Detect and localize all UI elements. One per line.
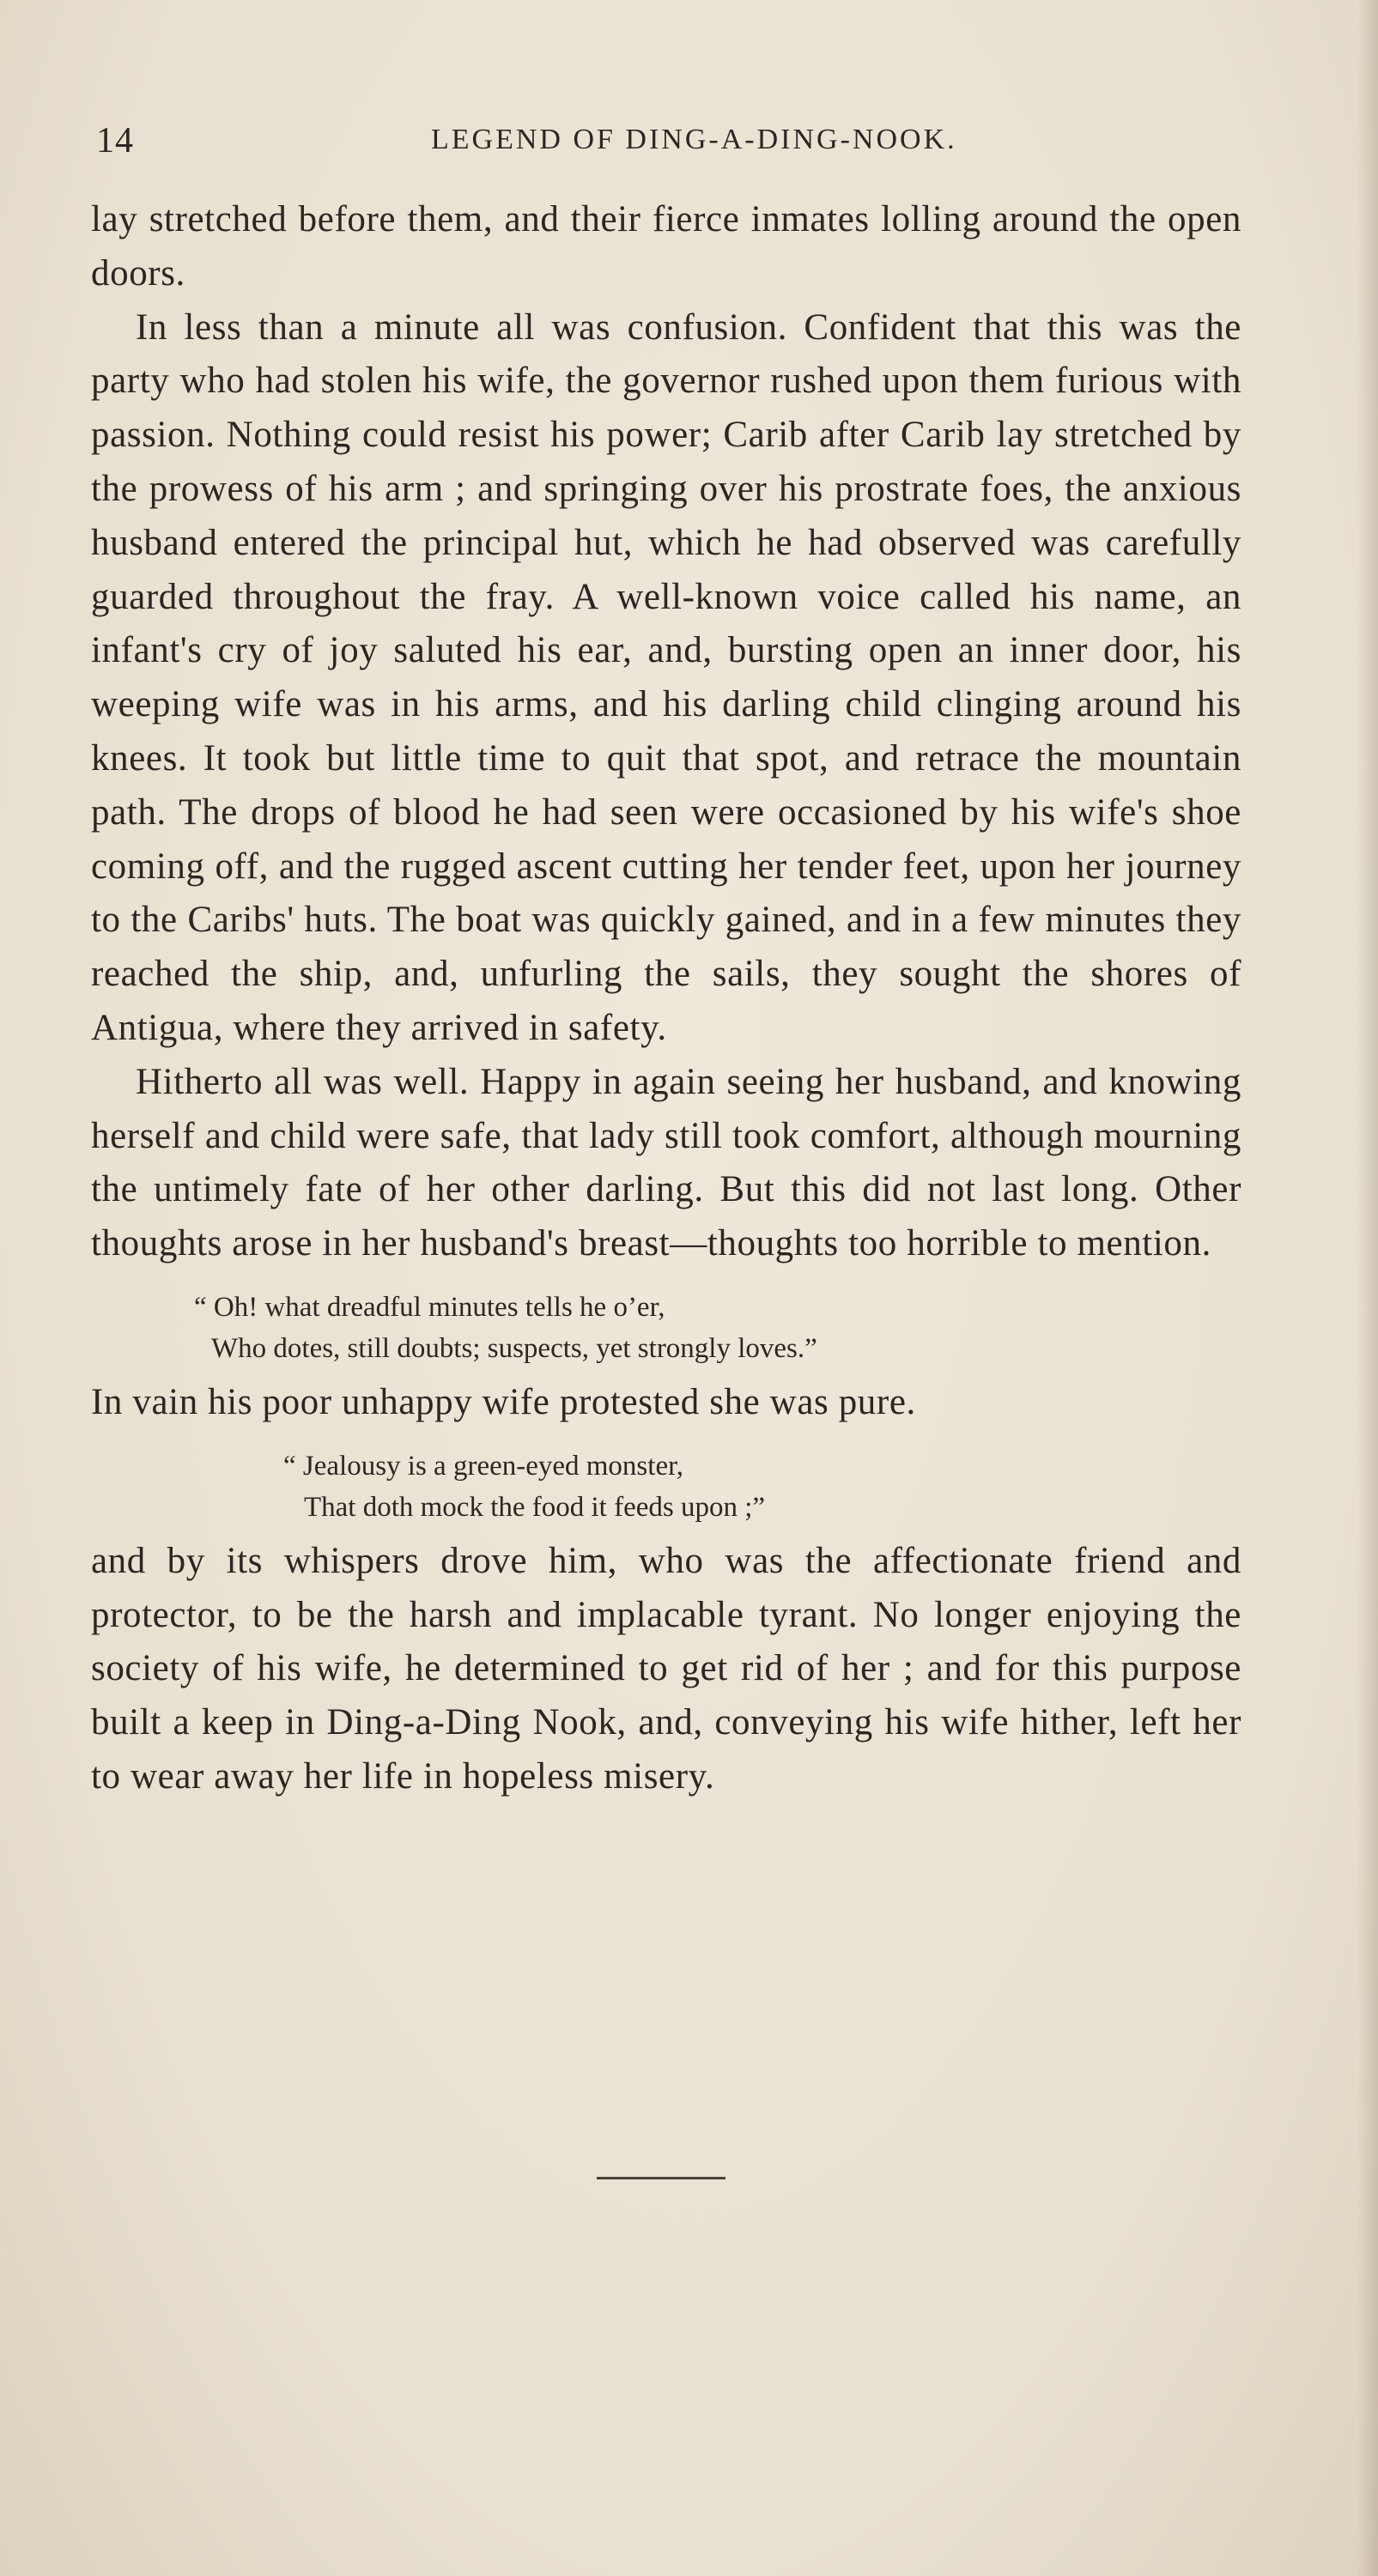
paragraph-confusion: In less than a minute all was confusion. Confident that this was the party who had stolen his wife, the governor rushed upon them furious with passion. Nothing could resist his power; Carib after Carib lay stretched by the prowess of his arm ; and springing over his prostrate foes, the anxious husband entered the principal hut, which he had observed was carefully guarded throughout the fray. A well-known voice called his name, an infant's cry of joy saluted his ear, and, bursting open an inner door, his weeping wife was in his arms, and his darling child clinging around his knees. It took but little time to quit that spot, and retrace the mountain path. The drops of blood he had seen were occasioned by his wife's shoe coming off, and the rugged ascent cutting her tender feet, upon her journey to the Caribs' huts. The boat was quickly gained, and in a few minutes they reached the ship, and, unfurling the sails, they sought the shores of Antigua, where they arrived in safety. xyxy=(91,306,1241,1048)
verse-line: That doth mock the food it feeds upon ;” xyxy=(304,1491,766,1523)
paragraph-whispers: and by its whispers drove him, who was the affectionate friend and protector, to be the harsh and implacable tyrant. No longer enjoying the society of his wife, he determined to get rid of her ; and for this purpose built a keep in Ding-a-Ding Nook, and, conveying his wife hither, left her to wear away her life in hopeless misery. xyxy=(91,1540,1241,1797)
body-text xyxy=(91,193,1241,1804)
section-end-rule xyxy=(597,2177,725,2179)
paragraph-in-vain: In vain his poor unhappy wife protested she was pure. xyxy=(91,1381,916,1422)
page-edge-shadow xyxy=(1357,0,1378,2576)
page-number: 14 xyxy=(96,121,134,161)
verse-line: “ Oh! what dreadful minutes tells he o’er, xyxy=(194,1291,665,1323)
verse-line: Who dotes, still doubts; suspects, yet strongly loves.” xyxy=(211,1332,817,1364)
verse-quotation-1 xyxy=(91,1287,1241,1369)
paragraph-continued: lay stretched before them, and their fierce inmates lolling around the open doors. xyxy=(91,199,1241,294)
page-header xyxy=(96,120,1247,163)
verse-line: “ Jealousy is a green-eyed monster, xyxy=(283,1450,684,1482)
running-head: LEGEND OF DING-A-DING-NOOK. xyxy=(431,124,957,155)
paragraph-hitherto: Hitherto all was well. Happy in again seeing her husband, and knowing herself and child were safe, that lady still took comfort, although mourning the untimely fate of her other darling. But this did not last long. Other thoughts arose in her husband's breast—thoughts too horrible to mention. xyxy=(91,1061,1241,1264)
verse-quotation-2 xyxy=(91,1446,1241,1528)
